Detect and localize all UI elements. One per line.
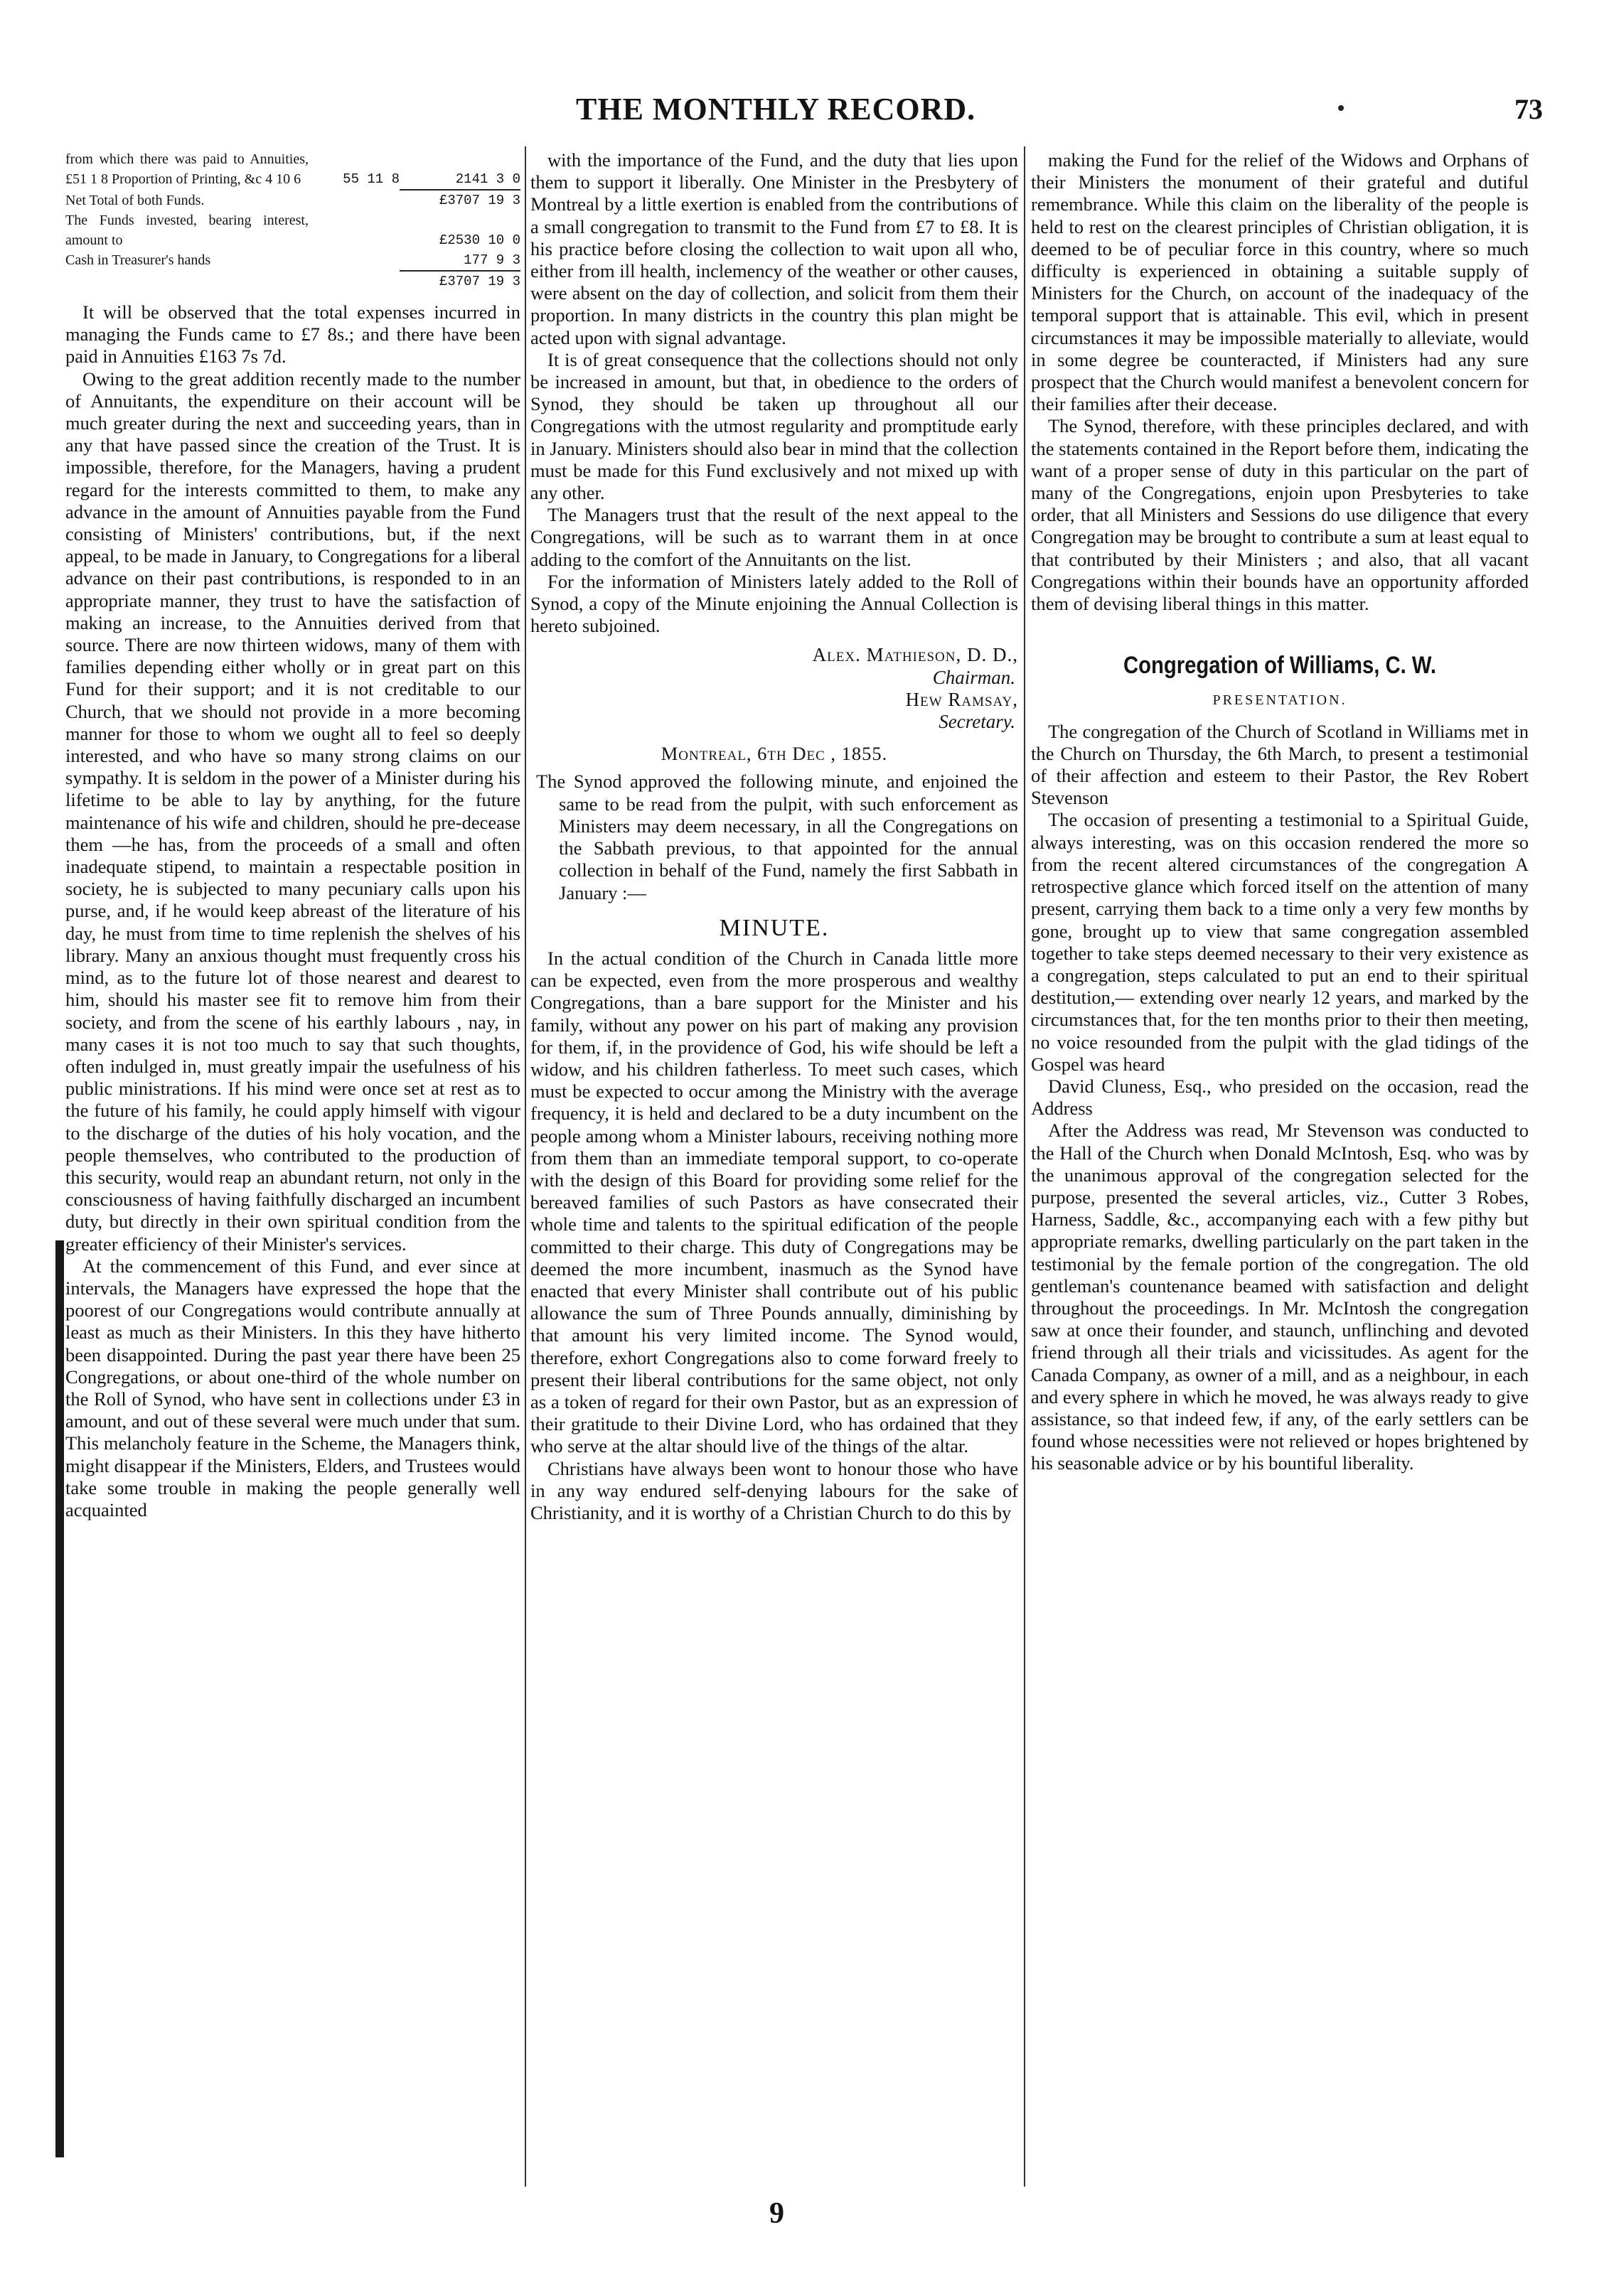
- financial-table: [65, 149, 520, 291]
- table-cell-amount: 2141 3 0: [455, 171, 520, 187]
- table-cell-subtotal: 55 11 8: [343, 171, 400, 187]
- scan-edge-shadow: [55, 1240, 64, 2157]
- dateline: Montreal, 6th Dec , 1855.: [661, 743, 888, 765]
- table-cell-amount: 177 9 3: [464, 252, 520, 268]
- table-row: [65, 270, 520, 291]
- paragraph: For the information of Ministers lately added to the Roll of Synod, a copy of the Minute enjoining the Annual Collection is hereto subjoined.: [530, 570, 1018, 637]
- ink-speck: [1338, 105, 1344, 111]
- article-subtitle: PRESENTATION.: [1212, 692, 1347, 709]
- signatory-name: Alex. Mathieson, D. D.,: [812, 644, 1018, 666]
- paragraph: In the actual condition of the Church in Canada little more can be expected, even from the more prosperous and wealthy Congregations, than a bare support for the Minister and his family, without any power on his part of making any provision for them, if, in the providence of God, his wife should be left a widow, and his children fatherless. To meet such cases, which must be expected to occur among the Ministry with the average frequency, it is held and declared to be a duty incumbent on the people among whom a Minister labours, receiving nothing more from them than an immediate temporal support, to co-operate with the design of this Board for providing some relief for the bereaved families of such Pastors as have consecrated their whole time and talents to the spiritual edification of the people committed to their charge. This duty of Congregations may be deemed the more incumbent, inasmuch as the Synod have enacted that every Minister shall contribute out of his public allowance the sum of Three Pounds annually, diminishing by that amount his very limited income. The Synod would, therefore, exhort Congregations also to come forward freely to present their liberal contributions for the same object, not only as a token of regard for their own Pastor, but as an expression of their gratitude to their Divine Lord, who has ordained that they who serve at the altar should live of the things of the altar.: [530, 947, 1018, 1457]
- paragraph: The occasion of presenting a testimonial to a Spiritual Guide, always interesting, was on this occasion rendered the more so from the recent altered circumstances of the congregation A retrospective glance which forced itself on the attention of many present, carrying them back to a time only a very few months by gone, brought up to view that same congregation assembled together to take steps deemed necessary to their very existence as a congregation, steps calculated to put an end to their spiritual destitution,— extending over nearly 12 years, and marked by the circumstances that, for the ten months prior to their then meeting, no voice resounded from the pulpit with the glad tidings of the Gospel was heard: [1031, 809, 1529, 1075]
- paragraph: The Synod, therefore, with these principles declared, and with the statements contained in the Report before them, indicating the want of a proper sense of duty in this particular on the part of many of the Congregations, enjoin upon Presbyteries to take order, that all Ministers and Sessions do use diligence that every Congregation may be brought to contribute a sum at least equal to that contributed by their Ministers ; and also, that all vacant Congregations within their bounds have an opportunity afforded them of devising liberal things in this matter.: [1031, 415, 1529, 615]
- paragraph: with the importance of the Fund, and the duty that lies upon them to support it liberally. One Minister in the Presbytery of Montreal by a little exertion is enabled from the contributions of a small congregation to transmit to the Fund from £7 to £8. It is his practice before closing the collection to wait upon all who, either from ill health, inclemency of the weather or other causes, were absent on the day of collection, and solicit from them their proportion. In many districts in the country this plan might be acted upon with signal advantage.: [530, 149, 1018, 348]
- table-row: [65, 210, 520, 250]
- running-title: THE MONTHLY RECORD.: [576, 92, 976, 127]
- paragraph: Christians have always been wont to honour those who have in any way endured self-denying labours for the sake of Christianity, and it is worthy of a Christian Church to do this by: [530, 1457, 1018, 1523]
- signatory-role: Secretary.: [939, 711, 1015, 733]
- paragraph: It will be observed that the total expenses incurred in managing the Funds came to £7 8s.; and there have been paid in Annuities £163 7s 7d.: [65, 301, 520, 368]
- synod-note: The Synod approved the following minute, and enjoined the same to be read from the pulpit, with such enforcement as Ministers may deem necessary, in all the Congregations on the Sabbath previous, to that appointed for the annual collection in behalf of the Fund, namely the first Sabbath in January :—: [536, 771, 1018, 903]
- table-row: [65, 250, 520, 270]
- paragraph: making the Fund for the relief of the Widows and Orphans of their Ministers the monument of their grateful and dutiful remembrance. While this claim on the liberality of the people is held to rest on the clearest principles of Christian obligation, it is deemed to be of peculiar force in this country, where so much difficulty is experienced in obtaining a suitable supply of Ministers for the Church, on account of the inadequacy of the temporal support that is attainable. This evil, which in present circumstances it may be impossible materially to alleviate, would in some degree be counteracted, if Ministers had any sure prospect that the Church would manifest a benevolent concern for their families after their decease.: [1031, 149, 1529, 415]
- section-heading: MINUTE.: [719, 914, 830, 941]
- column-middle: [530, 149, 1018, 1524]
- table-row: [65, 149, 520, 189]
- paragraph: The congregation of the Church of Scotland in Williams met in the Church on Thursday, the 6th March, to present a testimonial of their affection and esteem to their Pastor, the Rev Robert Stevenson: [1031, 720, 1529, 809]
- signature-block: [530, 644, 1018, 733]
- signatory-role: Chairman.: [932, 666, 1015, 688]
- page-header: [64, 91, 1550, 141]
- printer-signature-mark: 9: [769, 2197, 784, 2230]
- table-cell-amount: £3707 19 3: [400, 189, 520, 210]
- table-cell-total: £3707 19 3: [400, 270, 520, 291]
- table-cell-label: Net Total of both Funds.: [65, 193, 205, 208]
- table-cell-label: from which there was paid to Annuities, £51 1 8 Proportion of Printing, &c 4 10 6: [65, 151, 309, 187]
- column-right: [1031, 149, 1529, 1475]
- column-rule-left: [525, 146, 526, 2187]
- table-cell-label: The Funds invested, bearing interest, amount to: [65, 213, 309, 248]
- paragraph: Owing to the great addition recently made to the number of Annuitants, the expenditure on their account will be much greater during the next and succeeding years, than in any that have passed since the creation of the Trust. It is impossible, therefore, for the Managers, having a prudent regard for the interests committed to them, to make any advance in the amount of Annuities payable from the Fund consisting of Ministers' contributions, but, if the next appeal, to be made in January, to Congregations for a liberal advance on their past contributions, is responded to in an appropriate manner, they trust to have the satisfaction of making an increase, to the Annuities derived from that source. There are now thirteen widows, many of them with families depending either wholly or in great part on this Fund for their support; and it is not creditable to our Church, that we should not provide in a more becoming manner for those to whom we ought all to feel so deeply interested, and who have so many strong claims on our sympathy. It is seldom in the power of a Minister during his lifetime to be able to lay by anything, for the future maintenance of his wife and children, should he pre-decease them —he has, from the proceeds of a small and often inadequate stipend, to maintain a respectable position in society, he is subjected to many pecuniary calls upon his purse, and, if he would keep abreast of the literature of his day, he must from time to time replenish the shelves of his library. Many an anxious thought must frequently cross his mind, as to the future lot of those nearest and dearest to him, should his master see fit to remove him from their society, and from the scene of his earthly labours , nay, in many cases it is not too much to say that such thoughts, often indulged in, must greatly impair the usefulness of his public ministrations. If his mind were once set at rest as to the future of his family, he could apply himself with vigour to the discharge of the duties of his holy vocation, and the people themselves, who contributed to the production of this security, would reap an abundant return, not only in the consciousness of having faithfully discharged an incumbent duty, but directly in their own spiritual condition from the greater efficiency of their Minister's services.: [65, 368, 520, 1255]
- column-rule-right: [1024, 146, 1025, 2187]
- paragraph: At the commencement of this Fund, and ever since at intervals, the Managers have expressed the hope that the poorest of our Congregations would contribute annually at least as much as their Ministers. In this they have hitherto been disappointed. During the past year there have been 25 Congregations, or about one-third of the whole number on the Roll of Synod, who have sent in collections under £3 in amount, and out of these several were much under that sum. This melancholy feature in the Scheme, the Managers think, might disappear if the Ministers, Elders, and Trustees would take some trouble in making the people generally well acquainted: [65, 1255, 520, 1520]
- table-row: [65, 189, 520, 210]
- paragraph: The Managers trust that the result of the next appeal to the Congregations, will be such as to warrant them in at once adding to the comfort of the Annuitants on the list.: [530, 504, 1018, 570]
- paragraph: It is of great consequence that the collections should not only be increased in amount, but that, in obedience to the orders of Synod, they should be taken up throughout all our Congregations with the utmost regularity and promptitude early in January. Ministers should also bear in mind that the collection must be made for this Fund exclusively and not mixed up with any other.: [530, 348, 1018, 504]
- page-number: 73: [1514, 93, 1543, 125]
- signatory-name: Hew Ramsay,: [905, 688, 1018, 710]
- table-cell-label: Cash in Treasurer's hands: [65, 252, 211, 268]
- table-cell-amount: £2530 10 0: [439, 232, 520, 248]
- column-left: [65, 149, 520, 1521]
- paragraph: David Cluness, Esq., who presided on the occasion, read the Address: [1031, 1075, 1529, 1120]
- article-title: Congregation of Williams, C. W.: [1123, 652, 1436, 680]
- paragraph: After the Address was read, Mr Stevenson was conducted to the Hall of the Church when Donald McIntosh, Esq. who was by the unanimous approval of the congregation selected for the purpose, presented the several articles, viz., Cutter 3 Robes, Harness, Saddle, &c., accompanying each with a few pithy but appropriate remarks, dwelling particularly on the part taken in the testimonial by the female portion of the congregation. The old gentleman's countenance beamed with satisfaction and delight throughout the proceedings. In Mr. McIntosh the congregation saw at once their founder, and staunch, unflinching and devoted friend through all their trials and vicissitudes. As agent for the Canada Company, as owner of a mill, and as a neighbour, in each and every sphere in which he moved, he was always ready to give assistance, so that indeed few, if any, of the early settlers can be found whose necessities were not relieved or hopes brightened by his seasonable advice or by his bountiful liberality.: [1031, 1120, 1529, 1474]
